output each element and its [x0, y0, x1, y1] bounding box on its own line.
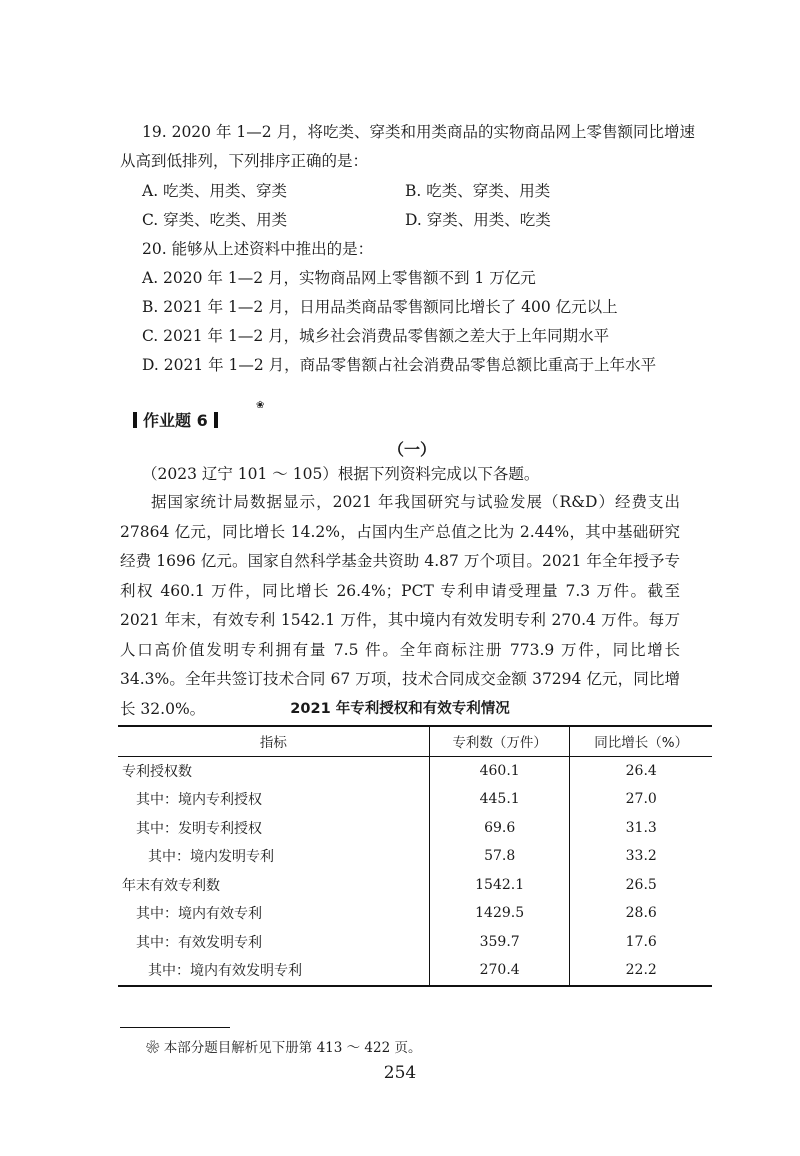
row-growth: 22.2	[570, 956, 712, 986]
footnote: ❀ 本部分题目解析见下册第 413 ～ 422 页。	[146, 1040, 422, 1056]
q19-option-a: A. 吃类、用类、穿类	[142, 182, 288, 200]
table-title: 2021 年专利授权和有效专利情况	[290, 701, 510, 717]
q19-line-2: 从高到低排列，下列排序正确的是：	[120, 152, 369, 170]
q19-line-1: 19. 2020 年 1—2 月，将吃类、穿类和用类商品的实物商品网上零售额同比增速	[142, 123, 696, 141]
row-count: 1542.1	[429, 871, 570, 900]
row-growth: 17.6	[570, 928, 712, 957]
table-row	[118, 842, 712, 871]
row-label: 专利授权数	[122, 763, 192, 780]
homework-title: 作业题 6	[143, 411, 208, 430]
source-line: （2023 辽宁 101 ～ 105）根据下列资料完成以下各题。	[142, 465, 540, 483]
footnote-rule	[120, 1027, 230, 1028]
row-label: 其中：境内专利授权	[136, 792, 262, 809]
row-count: 270.4	[429, 956, 570, 986]
header-growth: 同比增长（%）	[570, 726, 712, 756]
row-growth: 33.2	[570, 842, 712, 871]
row-count: 69.6	[429, 814, 570, 843]
row-label: 年末有效专利数	[122, 877, 220, 894]
q20-option-a: A. 2020 年 1—2 月，实物商品网上零售额不到 1 万亿元	[142, 269, 536, 287]
q20-stem: 20. 能够从上述资料中推出的是：	[142, 240, 374, 258]
row-growth: 31.3	[570, 814, 712, 843]
table-header-row	[118, 726, 712, 756]
patent-table	[118, 725, 712, 987]
heading-bar-left	[133, 412, 137, 428]
page-number: 254	[383, 1063, 417, 1083]
section-title: （一）	[388, 440, 437, 459]
table-row	[118, 756, 712, 785]
row-growth: 26.4	[570, 756, 712, 785]
row-count: 445.1	[429, 785, 570, 814]
row-label: 其中：有效发明专利	[136, 934, 262, 951]
row-label: 其中：境内有效发明专利	[148, 963, 302, 980]
q19-option-b: B. 吃类、穿类、用类	[405, 182, 551, 200]
table-row	[118, 871, 712, 900]
homework-heading	[133, 408, 218, 431]
table-row	[118, 956, 712, 986]
header-count: 专利数（万件）	[429, 726, 570, 756]
q19-option-d: D. 穿类、用类、吃类	[405, 211, 551, 229]
material-paragraph: 据国家统计局数据显示，2021 年我国研究与试验发展（R&D）经费支出 27864 亿元，同比增长 14.2%，占国内生产总值之比为 2.44%，其中基础研究经费 1696 亿元。国家自然科学基金共资助 4.87 万个项目。2021 年全年授予专利权 460.1 万件，同比增长 26.4%；PCT 专利申请受理量 7.3 万件。截至 2021 年末，有效专利 1542.1 万件，其中境内有效发明专利 270.4 万件。每万人口高价值发明专利拥有量 7.5 件。全年商标注册 773.9 万件，同比增长 34.3%。全年共签订技术合同 67 万项，技术合同成交金额 37294 亿元，同比增长 32.0%。	[120, 493, 680, 718]
row-count: 1429.5	[429, 899, 570, 928]
q20-option-c: C. 2021 年 1—2 月，城乡社会消费品零售额之差大于上年同期水平	[142, 327, 610, 345]
row-growth: 26.5	[570, 871, 712, 900]
row-growth: 27.0	[570, 785, 712, 814]
row-label: 其中：境内有效专利	[136, 906, 262, 923]
row-growth: 28.6	[570, 899, 712, 928]
q19-option-c: C. 穿类、吃类、用类	[142, 211, 288, 229]
flower-icon: ❀	[256, 400, 265, 411]
table-row	[118, 814, 712, 843]
heading-bar-right	[214, 412, 218, 428]
table-row	[118, 899, 712, 928]
row-count: 57.8	[429, 842, 570, 871]
q20-option-d: D. 2021 年 1—2 月，商品零售额占社会消费品零售总额比重高于上年水平	[142, 356, 657, 374]
q20-option-b: B. 2021 年 1—2 月，日用品类商品零售额同比增长了 400 亿元以上	[142, 298, 618, 316]
row-count: 359.7	[429, 928, 570, 957]
row-label: 其中：发明专利授权	[136, 820, 262, 837]
row-label: 其中：境内发明专利	[148, 849, 274, 866]
table-row	[118, 785, 712, 814]
header-indicator: 指标	[259, 735, 287, 752]
table-row	[118, 928, 712, 957]
row-count: 460.1	[429, 756, 570, 785]
